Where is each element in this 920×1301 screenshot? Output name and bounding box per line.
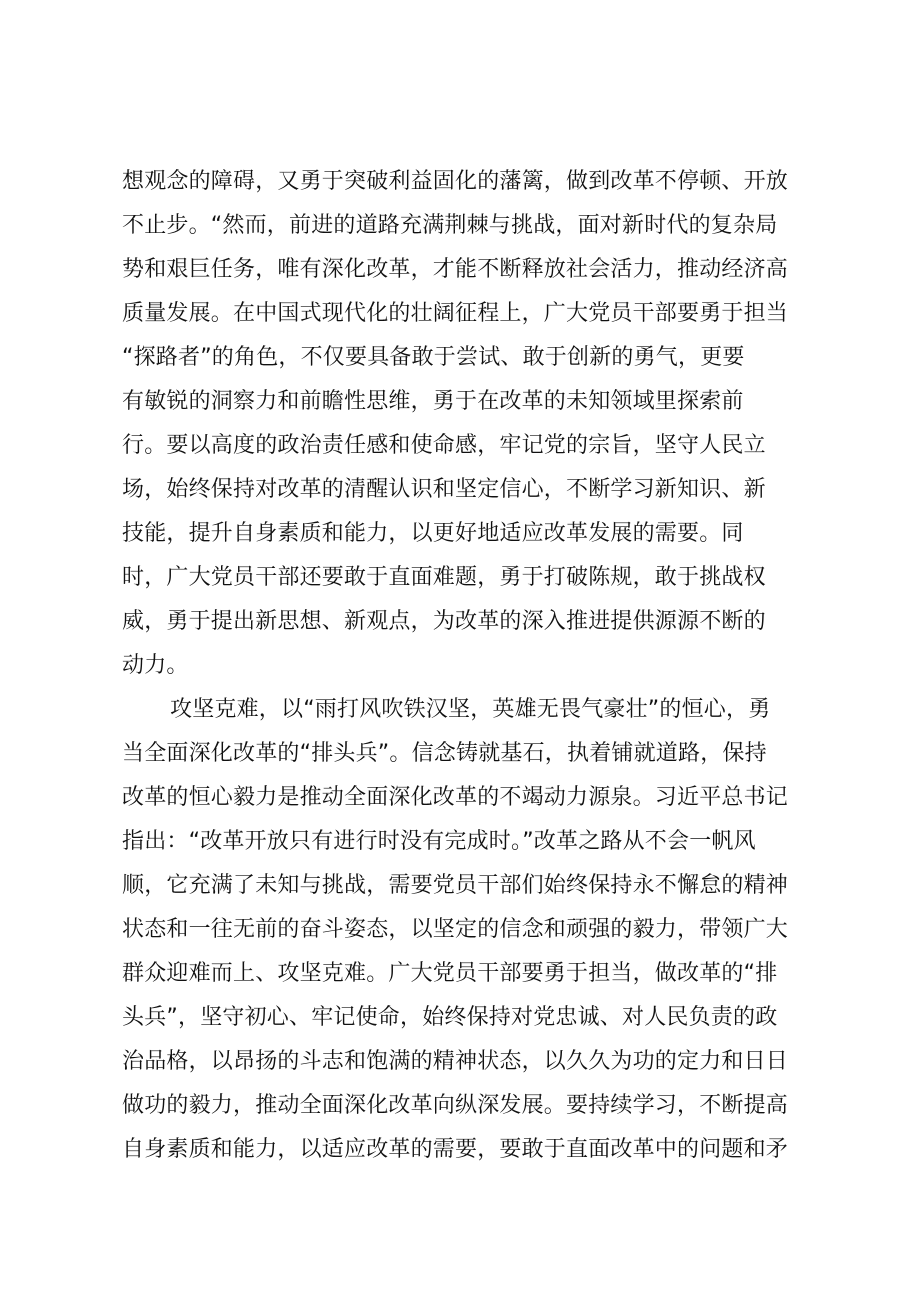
text-line: 想观念的障碍，又勇于突破利益固化的藩篱，做到改革不停顿、开放 [122, 169, 789, 194]
text-line: 有敏锐的洞察力和前瞻性思维，勇于在改革的未知领域里探索前 [122, 389, 744, 414]
text-line: 头兵”，坚守初心、牢记使命，始终保持对党忠诚、对人民负责的政 [122, 1005, 778, 1030]
text-line: 指出：“改革开放只有进行时没有完成时。”改革之路从不会一帆风 [122, 829, 756, 854]
paragraph-first-line: 攻坚克难，以“雨打风吹铁汉坚，英雄无畏气豪壮”的恒心，勇 [170, 697, 771, 722]
text-line: “探路者”的角色，不仅要具备敢于尝试、敢于创新的勇气，更要 [122, 345, 745, 370]
text-line: 状态和一往无前的奋斗姿态，以坚定的信念和顽强的毅力，带领广大 [122, 917, 789, 942]
text-line: 当全面深化改革的“排头兵”。信念铸就基石，执着铺就道路，保持 [122, 741, 767, 766]
text-line: 自身素质和能力，以适应改革的需要，要敢于直面改革中的问题和矛 [122, 1137, 789, 1162]
text-line: 场，始终保持对改革的清醒认识和坚定信心，不断学习新知识、新 [122, 477, 766, 502]
text-line: 动力。 [122, 653, 189, 678]
text-line: 质量发展。在中国式现代化的壮阔征程上，广大党员干部要勇于担当 [122, 301, 789, 326]
text-line: 改革的恒心毅力是推动全面深化改革的不竭动力源泉。习近平总书记 [122, 785, 789, 810]
text-line: 做功的毅力，推动全面深化改革向纵深发展。要持续学习，不断提高 [122, 1093, 789, 1118]
document-body [122, 160, 812, 1172]
text-line: 技能，提升自身素质和能力，以更好地适应改革发展的需要。同 [122, 521, 744, 546]
text-line: 群众迎难而上、攻坚克难。广大党员干部要勇于担当，做改革的“排 [122, 961, 778, 986]
text-line: 不止步。“然而，前进的道路充满荆棘与挑战，面对新时代的复杂局 [122, 213, 778, 238]
text-line: 威，勇于提出新思想、新观点，为改革的深入推进提供源源不断的 [122, 609, 766, 634]
text-line: 行。要以高度的政治责任感和使命感，牢记党的宗旨，坚守人民立 [122, 433, 766, 458]
text-line: 势和艰巨任务，唯有深化改革，才能不断释放社会活力，推动经济高 [122, 257, 789, 282]
text-line: 时，广大党员干部还要敢于直面难题，勇于打破陈规，敢于挑战权 [122, 565, 766, 590]
text-line: 顺，它充满了未知与挑战，需要党员干部们始终保持永不懈怠的精神 [122, 873, 789, 898]
text-line: 治品格，以昂扬的斗志和饱满的精神状态，以久久为功的定力和日日 [122, 1049, 789, 1074]
